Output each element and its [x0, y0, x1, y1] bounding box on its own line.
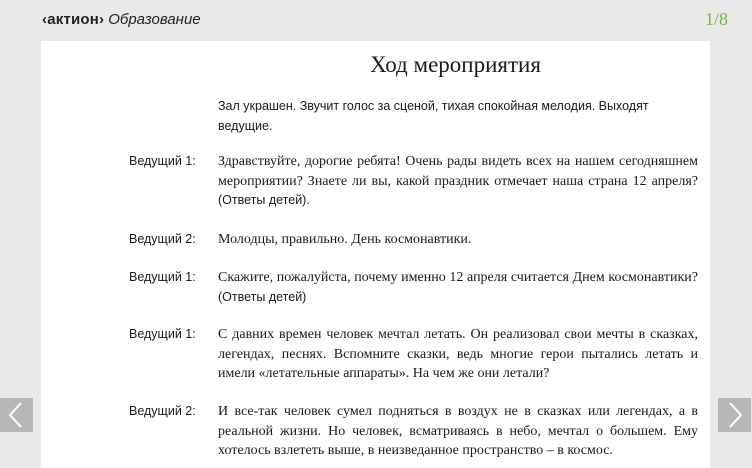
dialogue-line: Скажите, пожалуйста, почему именно 12 апреля считается Днем космонавтики? — [218, 270, 698, 285]
document-page — [41, 41, 710, 468]
brand-logo — [42, 11, 201, 28]
chevron-right-icon — [718, 398, 751, 432]
intro-text: Зал украшен. Звучит голос за сценой, тихая спокойная мелодия. Выходят ведущие. — [218, 99, 649, 133]
speaker-label: Ведущий 1: — [129, 154, 196, 168]
dialogue-line: И все-так человек сумел подняться в воздух не в сказках или легендах, а в реальной жизни. Но человек, всматриваясь в небо, мечтал о большем. Ему хотелось взлететь выше, в неизведанное пространство – в космос. — [218, 404, 698, 458]
dialogue-text — [218, 325, 698, 384]
speaker-label: Ведущий 1: — [129, 327, 196, 341]
chevron-left-icon — [0, 398, 33, 432]
next-page-button[interactable] — [718, 398, 751, 432]
dialogue-text — [218, 230, 698, 250]
dialogue-line: Здравствуйте, дорогие ребята! Очень рады видеть всех на нашем сегодняшнем мероприятии? Знаете ли вы, какой праздник отмечает наша страна 12 апреля? — [218, 154, 698, 189]
brand-logo-mark: ‹актион› — [42, 11, 105, 28]
page-indicator: 1/8 — [704, 9, 728, 29]
dialogue-text — [218, 152, 698, 211]
brand-logo-text: Образование — [108, 11, 201, 28]
dialogue-note: (Ответы детей) — [218, 289, 307, 304]
speaker-label: Ведущий 2: — [129, 232, 196, 246]
dialogue-line: С давних времен человек мечтал летать. Он реализовал свои мечты в сказках, легендах, песнях. Вспомните сказки, ведь многие герои пытались летать и имели «летательные аппараты». На чем же они летали? — [218, 327, 698, 381]
dialogue-text — [218, 268, 698, 307]
dialogue-note: (Ответы детей). — [218, 193, 310, 207]
dialogue-line: Молодцы, правильно. День космонавтики. — [218, 232, 472, 247]
speaker-label: Ведущий 1: — [129, 270, 196, 284]
dialogue-text — [218, 402, 698, 461]
speaker-label: Ведущий 2: — [129, 404, 196, 418]
page-title: Ход мероприятия — [370, 52, 541, 77]
prev-page-button[interactable] — [0, 398, 33, 432]
